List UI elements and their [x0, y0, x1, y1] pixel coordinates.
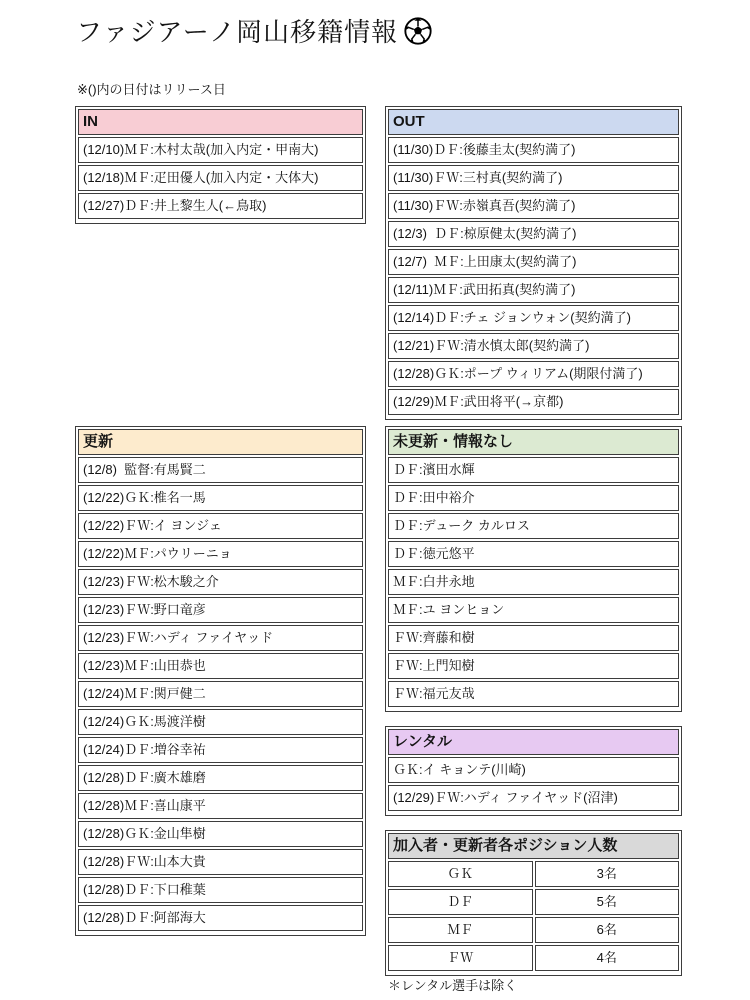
- table-row: ＦＷ:福元友哉: [388, 681, 679, 707]
- table-row: (12/3) ＤＦ:椋原健太(契約満了): [388, 221, 679, 247]
- table-row: (12/29)ＦＷ:ハディ ファイヤッド(沼津): [388, 785, 679, 811]
- update-table: [75, 426, 366, 936]
- table-row: (12/23)ＭＦ:山田恭也: [78, 653, 363, 679]
- count-cell: 4名: [535, 945, 680, 971]
- table-row: (12/28)ＧＫ:ポープ ウィリアム(期限付満了): [388, 361, 679, 387]
- table-row: (12/14)ＤＦ:チェ ジョンウォン(契約満了): [388, 305, 679, 331]
- table-row: ＤＦ:田中裕介: [388, 485, 679, 511]
- position-cell: ＦＷ: [388, 945, 533, 971]
- table-row: ＤＦ:濱田水輝: [388, 457, 679, 483]
- table-row: ＦＷ:上門知樹: [388, 653, 679, 679]
- rental-table-header: レンタル: [388, 729, 679, 755]
- table-row: (12/28)ＧＫ:金山隼樹: [78, 821, 363, 847]
- rental-exclusion-note: ＊レンタル選手は除く: [388, 978, 518, 993]
- no-update-table: [385, 426, 682, 712]
- out-table-header: OUT: [388, 109, 679, 135]
- table-row: (12/8) 監督:有馬賢二: [78, 457, 363, 483]
- table-row: (12/11)ＭＦ:武田拓真(契約満了): [388, 277, 679, 303]
- table-row: (12/29)ＭＦ:武田将平(→京都): [388, 389, 679, 415]
- position-cell: ＭＦ: [388, 917, 533, 943]
- table-row: (12/27)ＤＦ:井上黎生人(←鳥取): [78, 193, 363, 219]
- table-row: (12/23)ＦＷ:ハディ ファイヤッド: [78, 625, 363, 651]
- table-row: [388, 889, 679, 915]
- no-update-table-header: 未更新・情報なし: [388, 429, 679, 455]
- table-row: ＤＦ:徳元悠平: [388, 541, 679, 567]
- table-row: ＦＷ:齊藤和樹: [388, 625, 679, 651]
- table-row: ＤＦ:デューク カルロス: [388, 513, 679, 539]
- table-row: (12/28)ＦＷ:山本大貴: [78, 849, 363, 875]
- page-title: [76, 12, 433, 49]
- soccer-ball-icon: [403, 16, 433, 46]
- table-row: (11/30)ＦＷ:三村真(契約満了): [388, 165, 679, 191]
- count-cell: 6名: [535, 917, 680, 943]
- out-table: [385, 106, 682, 420]
- page-title-text: ファジアーノ岡山移籍情報: [76, 17, 399, 47]
- in-table-header: IN: [78, 109, 363, 135]
- table-row: (12/21)ＦＷ:清水慎太郎(契約満了): [388, 333, 679, 359]
- table-row: (12/18)ＭＦ:疋田優人(加入内定・大体大): [78, 165, 363, 191]
- positions-table: [385, 830, 682, 976]
- table-row: (12/28)ＤＦ:廣木雄磨: [78, 765, 363, 791]
- table-row: (12/24)ＧＫ:馬渡洋樹: [78, 709, 363, 735]
- table-row: (12/24)ＭＦ:関戸健二: [78, 681, 363, 707]
- positions-table-header: 加入者・更新者各ポジション人数: [388, 833, 679, 859]
- table-row: (11/30)ＦＷ:赤嶺真吾(契約満了): [388, 193, 679, 219]
- in-table: [75, 106, 366, 224]
- table-row: (12/23)ＦＷ:松木駿之介: [78, 569, 363, 595]
- count-cell: 5名: [535, 889, 680, 915]
- table-row: ＭＦ:ユ ヨンヒョン: [388, 597, 679, 623]
- date-note: ※()内の日付はリリース日: [77, 82, 226, 97]
- table-row: (12/22)ＦＷ:イ ヨンジェ: [78, 513, 363, 539]
- rental-table: [385, 726, 682, 816]
- table-row: (12/28)ＤＦ:阿部海大: [78, 905, 363, 931]
- table-row: (12/10)ＭＦ:木村太哉(加入内定・甲南大): [78, 137, 363, 163]
- position-cell: ＤＦ: [388, 889, 533, 915]
- table-row: (12/28)ＭＦ:喜山康平: [78, 793, 363, 819]
- table-row: (12/22)ＧＫ:椎名一馬: [78, 485, 363, 511]
- table-row: [388, 945, 679, 971]
- table-row: (12/22)ＭＦ:パウリーニョ: [78, 541, 363, 567]
- table-row: (12/24)ＤＦ:増谷幸祐: [78, 737, 363, 763]
- table-row: (12/23)ＦＷ:野口竜彦: [78, 597, 363, 623]
- table-row: ＭＦ:白井永地: [388, 569, 679, 595]
- table-row: [388, 917, 679, 943]
- table-row: [388, 861, 679, 887]
- table-row: ＧＫ:イ キョンテ(川崎): [388, 757, 679, 783]
- table-row: (12/28)ＤＦ:下口稚葉: [78, 877, 363, 903]
- position-cell: ＧＫ: [388, 861, 533, 887]
- table-row: (11/30)ＤＦ:後藤圭太(契約満了): [388, 137, 679, 163]
- count-cell: 3名: [535, 861, 680, 887]
- table-row: (12/7) ＭＦ:上田康太(契約満了): [388, 249, 679, 275]
- update-table-header: 更新: [78, 429, 363, 455]
